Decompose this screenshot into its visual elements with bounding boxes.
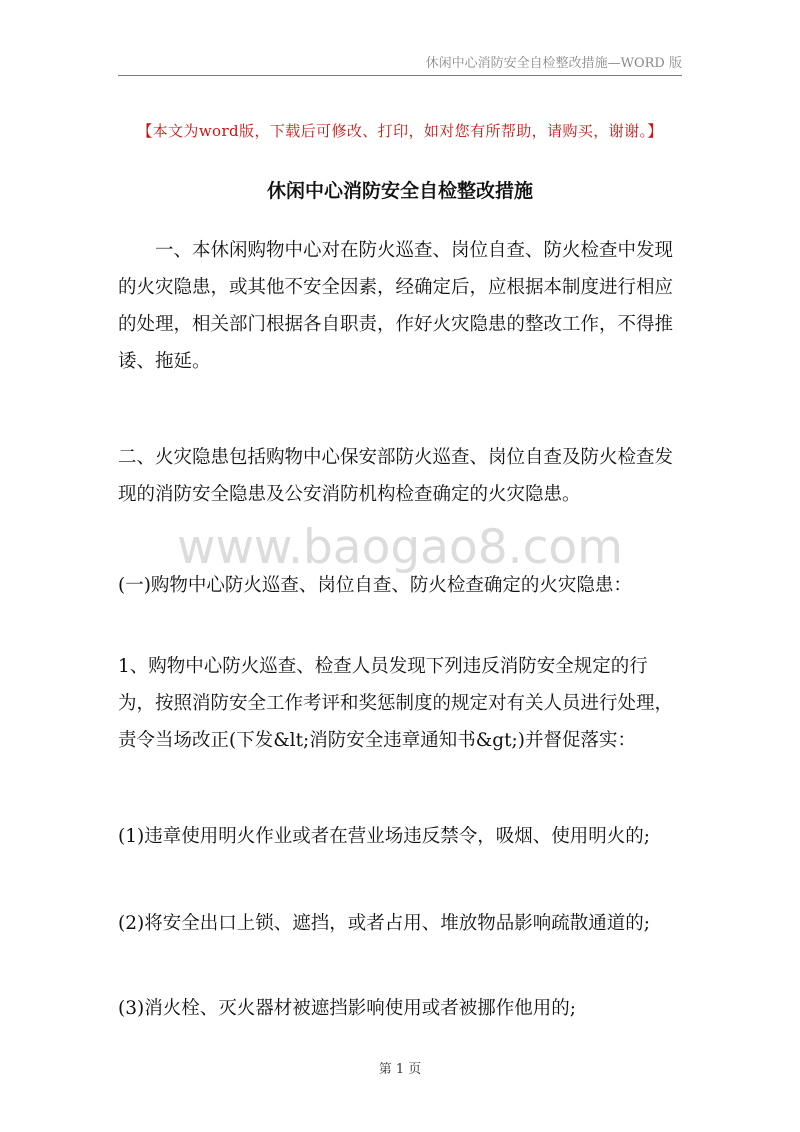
running-header: 休闲中心消防安全自检整改措施—WORD 版 [425, 56, 682, 71]
paragraph-4: 1、购物中心防火巡查、检查人员发现下列违反消防安全规定的行为，按照消防安全工作考评和奖惩制度的规定对有关人员进行处理，责令当场改正(下发&lt;消防安全违章通知书&gt;)并督促落实： [118, 656, 674, 751]
paragraph-7-block [118, 990, 682, 1027]
paragraph-1-block [118, 232, 682, 380]
paragraph-2-block [118, 439, 682, 513]
document-title: 休闲中心消防安全自检整改措施 [266, 180, 533, 202]
paragraph-1: 一、本休闲购物中心对在防火巡查、岗位自查、防火检查中发现的火灾隐患，或其他不安全因素，经确定后，应根据本制度进行相应的处理，相关部门根据各自职责，作好火灾隐患的整改工作，不得推诿、拖延。 [118, 240, 674, 372]
paragraph-6-block [118, 905, 682, 942]
paragraph-6: (2)将安全出口上锁、遮挡，或者占用、堆放物品影响疏散通道的; [118, 913, 650, 934]
paragraph-5-block [118, 818, 682, 855]
paragraph-5: (1)违章使用明火作业或者在营业场违反禁令，吸烟、使用明火的; [118, 826, 650, 847]
watermark: www.baogao8.com [177, 520, 623, 575]
paragraph-7: (3)消火栓、灭火器材被遮挡影响使用或者被挪作他用的; [118, 998, 576, 1019]
paragraph-2: 二、火灾隐患包括购物中心保安部防火巡查、岗位自查及防火检查发现的消防安全隐患及公安消防机构检查确定的火灾隐患。 [118, 447, 674, 505]
header-rule [118, 75, 682, 76]
paragraph-3: (一)购物中心防火巡查、岗位自查、防火检查确定的火灾隐患： [118, 575, 632, 596]
paragraph-3-block [118, 567, 682, 604]
page-number: 第 1 页 [378, 1062, 422, 1077]
purchase-notice: 【本文为word版，下载后可修改、打印，如对您有所帮助，请购买，谢谢。】 [137, 122, 663, 140]
paragraph-4-block [118, 648, 682, 759]
